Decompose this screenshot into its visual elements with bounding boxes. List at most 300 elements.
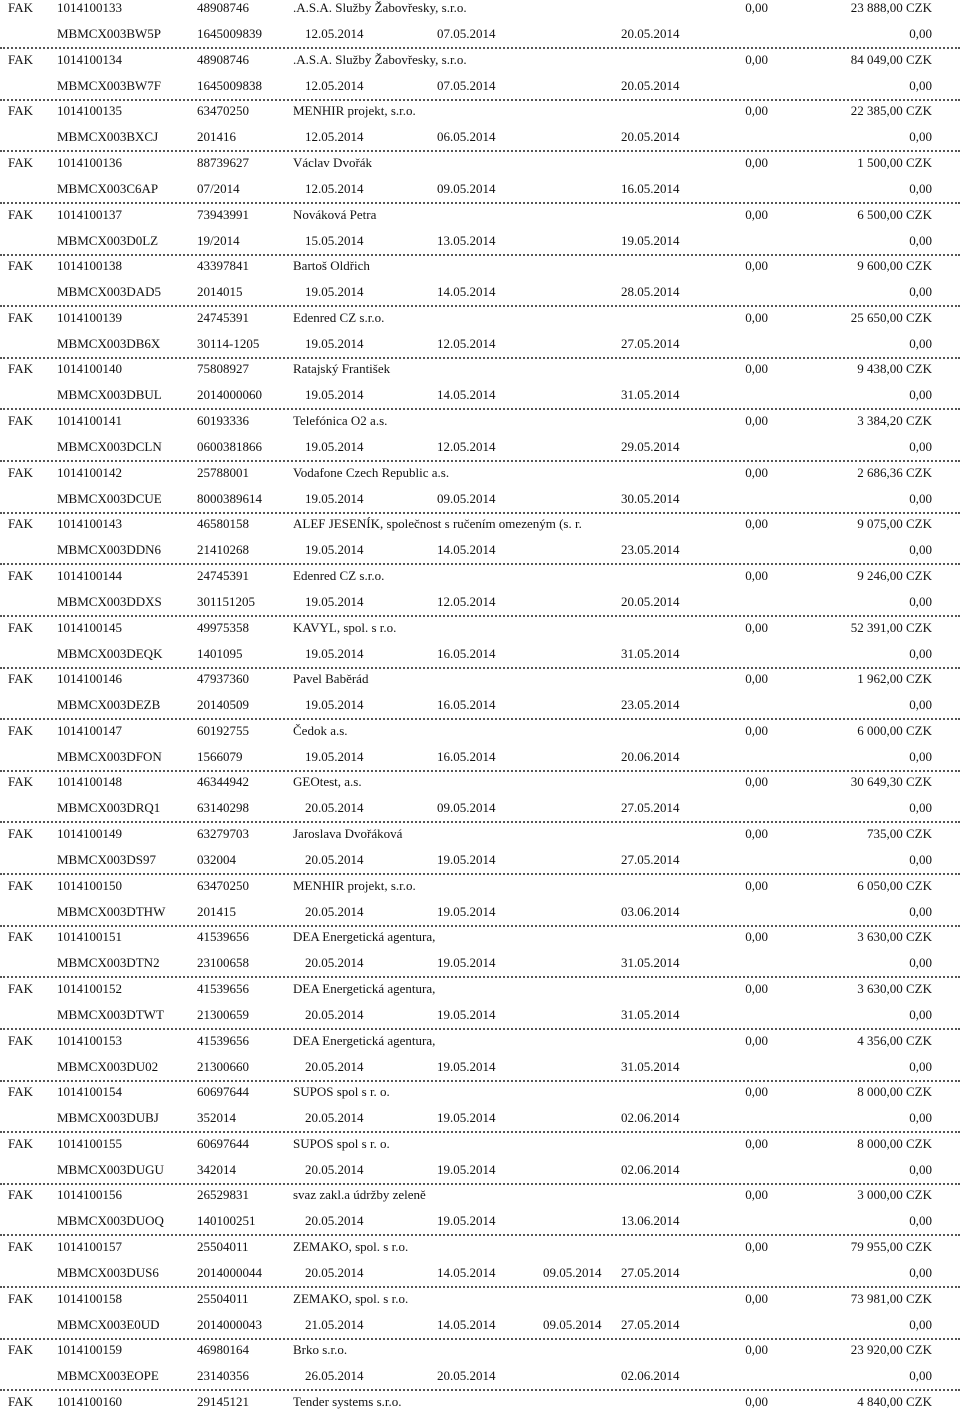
company-id: 24745391 — [197, 567, 249, 583]
document-number: 342014 — [197, 1161, 236, 1177]
invoice-amount: 3 630,00 CZK — [857, 980, 932, 996]
invoice-number: 1014100153 — [57, 1032, 122, 1048]
supplier-name: Edenred CZ s.r.o. — [293, 309, 385, 325]
received-date: 12.05.2014 — [305, 77, 364, 93]
issue-date: 14.05.2014 — [437, 542, 496, 558]
due-date: 20.05.2014 — [621, 77, 680, 93]
paid-amount: 0,00 — [745, 1239, 768, 1255]
due-date: 28.05.2014 — [621, 284, 680, 300]
invoice-number: 1014100141 — [57, 413, 122, 429]
doc-type: FAK — [8, 1342, 34, 1358]
paid-amount: 0,00 — [745, 1394, 768, 1409]
remaining-amount: 0,00 — [909, 1265, 932, 1281]
invoice-number: 1014100145 — [57, 619, 122, 635]
record-code: MBMCX003DFON — [57, 748, 162, 764]
row-separator — [0, 254, 960, 256]
supplier-name: MENHIR projekt, s.r.o. — [293, 103, 416, 119]
record-code: MBMCX003DUOQ — [57, 1213, 164, 1229]
row-separator — [0, 1234, 960, 1236]
invoice-amount: 52 391,00 CZK — [850, 619, 932, 635]
record-code: MBMCX003DDN6 — [57, 542, 162, 558]
invoice-amount: 6 000,00 CZK — [857, 722, 932, 738]
issue-date: 19.05.2014 — [437, 1161, 496, 1177]
invoice-number: 1014100147 — [57, 722, 122, 738]
doc-type: FAK — [8, 619, 34, 635]
document-number: 21300660 — [197, 1058, 249, 1074]
document-number: 0600381866 — [197, 439, 262, 455]
record-code: MBMCX003D0LZ — [57, 232, 159, 248]
record-code: MBMCX003DRQ1 — [57, 800, 161, 816]
received-date: 19.05.2014 — [305, 284, 364, 300]
received-date: 26.05.2014 — [305, 1368, 364, 1384]
document-number: 1566079 — [197, 748, 243, 764]
remaining-amount: 0,00 — [909, 1110, 932, 1126]
paid-amount: 0,00 — [745, 1342, 768, 1358]
supplier-name: KAVYL, spol. s r.o. — [293, 619, 397, 635]
row-separator — [0, 357, 960, 359]
document-number: 2014000043 — [197, 1316, 262, 1332]
remaining-amount: 0,00 — [909, 180, 932, 196]
paid-amount: 0,00 — [745, 1084, 768, 1100]
record-code: MBMCX003BW7F — [57, 77, 162, 93]
due-date: 16.05.2014 — [621, 180, 680, 196]
invoice-amount: 23 888,00 CZK — [850, 0, 932, 15]
paid-amount: 0,00 — [745, 619, 768, 635]
row-separator — [0, 821, 960, 823]
doc-type: FAK — [8, 258, 34, 274]
supplier-name: Brko s.r.o. — [293, 1342, 348, 1358]
doc-type: FAK — [8, 1135, 34, 1151]
doc-type: FAK — [8, 309, 34, 325]
received-date: 19.05.2014 — [305, 748, 364, 764]
company-id: 60192755 — [197, 722, 249, 738]
doc-type: FAK — [8, 1290, 34, 1306]
due-date: 27.05.2014 — [621, 800, 680, 816]
due-date: 02.06.2014 — [621, 1368, 680, 1384]
received-date: 19.05.2014 — [305, 697, 364, 713]
record-code: MBMCX003DB6X — [57, 335, 161, 351]
document-number: 2014000044 — [197, 1265, 262, 1281]
invoice-amount: 84 049,00 CZK — [850, 51, 932, 67]
due-date: 31.05.2014 — [621, 1006, 680, 1022]
received-date: 20.05.2014 — [305, 1161, 364, 1177]
supplier-name: DEA Energetická agentura, — [293, 980, 436, 996]
company-id: 48908746 — [197, 51, 249, 67]
supplier-name: GEOtest, a.s. — [293, 774, 362, 790]
remaining-amount: 0,00 — [909, 697, 932, 713]
row-separator — [0, 512, 960, 514]
invoice-amount: 1 500,00 CZK — [857, 154, 932, 170]
doc-type: FAK — [8, 206, 34, 222]
doc-type: FAK — [8, 722, 34, 738]
due-date: 20.06.2014 — [621, 748, 680, 764]
doc-type: FAK — [8, 1187, 34, 1203]
invoice-amount: 4 840,00 CZK — [857, 1394, 932, 1409]
due-date: 31.05.2014 — [621, 1058, 680, 1074]
doc-type: FAK — [8, 671, 34, 687]
document-number: 63140298 — [197, 800, 249, 816]
received-date: 20.05.2014 — [305, 955, 364, 971]
issue-date: 07.05.2014 — [437, 77, 496, 93]
supplier-name: Pavel Baběrád — [293, 671, 369, 687]
paid-amount: 0,00 — [745, 774, 768, 790]
paid-amount: 0,00 — [745, 206, 768, 222]
paid-amount: 0,00 — [745, 103, 768, 119]
invoice-number: 1014100156 — [57, 1187, 122, 1203]
invoice-amount: 73 981,00 CZK — [850, 1290, 932, 1306]
invoice-number: 1014100157 — [57, 1239, 122, 1255]
row-separator — [0, 667, 960, 669]
document-number: 032004 — [197, 852, 236, 868]
supplier-name: ZEMAKO, spol. s r.o. — [293, 1290, 409, 1306]
document-number: 21410268 — [197, 542, 249, 558]
document-number: 30114-1205 — [197, 335, 260, 351]
invoice-amount: 79 955,00 CZK — [850, 1239, 932, 1255]
remaining-amount: 0,00 — [909, 955, 932, 971]
record-code: MBMCX003DEZB — [57, 697, 161, 713]
record-code: MBMCX003DBUL — [57, 387, 162, 403]
record-code: MBMCX003DCUE — [57, 490, 162, 506]
doc-type: FAK — [8, 103, 34, 119]
received-date: 19.05.2014 — [305, 542, 364, 558]
remaining-amount: 0,00 — [909, 1058, 932, 1074]
row-separator — [0, 873, 960, 875]
paid-amount: 0,00 — [745, 1290, 768, 1306]
received-date: 19.05.2014 — [305, 490, 364, 506]
record-code: MBMCX003DEQK — [57, 645, 163, 661]
tax-date: 09.05.2014 — [543, 1316, 602, 1332]
company-id: 73943991 — [197, 206, 249, 222]
company-id: 60697644 — [197, 1084, 249, 1100]
paid-amount: 0,00 — [745, 464, 768, 480]
doc-type: FAK — [8, 464, 34, 480]
supplier-name: .A.S.A. Služby Žabovřesky, s.r.o. — [293, 0, 467, 15]
remaining-amount: 0,00 — [909, 77, 932, 93]
invoice-number: 1014100135 — [57, 103, 122, 119]
received-date: 20.05.2014 — [305, 1006, 364, 1022]
supplier-name: svaz zakl.a údržby zeleně — [293, 1187, 426, 1203]
due-date: 03.06.2014 — [621, 903, 680, 919]
invoice-number: 1014100159 — [57, 1342, 122, 1358]
invoice-number: 1014100134 — [57, 51, 122, 67]
due-date: 13.06.2014 — [621, 1213, 680, 1229]
paid-amount: 0,00 — [745, 877, 768, 893]
issue-date: 16.05.2014 — [437, 645, 496, 661]
record-code: MBMCX003C6AP — [57, 180, 159, 196]
paid-amount: 0,00 — [745, 361, 768, 377]
document-number: 1401095 — [197, 645, 243, 661]
issue-date: 12.05.2014 — [437, 593, 496, 609]
company-id: 47937360 — [197, 671, 249, 687]
supplier-name: Nováková Petra — [293, 206, 377, 222]
invoice-number: 1014100142 — [57, 464, 122, 480]
invoice-amount: 2 686,36 CZK — [857, 464, 932, 480]
row-separator — [0, 47, 960, 49]
received-date: 20.05.2014 — [305, 852, 364, 868]
remaining-amount: 0,00 — [909, 284, 932, 300]
received-date: 21.05.2014 — [305, 1316, 364, 1332]
company-id: 41539656 — [197, 1032, 249, 1048]
remaining-amount: 0,00 — [909, 490, 932, 506]
issue-date: 19.05.2014 — [437, 1006, 496, 1022]
doc-type: FAK — [8, 1084, 34, 1100]
document-number: 20140509 — [197, 697, 249, 713]
row-separator — [0, 460, 960, 462]
document-number: 07/2014 — [197, 180, 240, 196]
remaining-amount: 0,00 — [909, 593, 932, 609]
company-id: 24745391 — [197, 309, 249, 325]
doc-type: FAK — [8, 0, 34, 15]
issue-date: 16.05.2014 — [437, 748, 496, 764]
invoice-number: 1014100149 — [57, 826, 122, 842]
record-code: MBMCX003DDXS — [57, 593, 162, 609]
row-separator — [0, 150, 960, 152]
issue-date: 14.05.2014 — [437, 284, 496, 300]
invoice-number: 1014100143 — [57, 516, 122, 532]
invoice-amount: 3 000,00 CZK — [857, 1187, 932, 1203]
due-date: 20.05.2014 — [621, 26, 680, 41]
company-id: 43397841 — [197, 258, 249, 274]
due-date: 20.05.2014 — [621, 593, 680, 609]
doc-type: FAK — [8, 516, 34, 532]
due-date: 23.05.2014 — [621, 542, 680, 558]
received-date: 20.05.2014 — [305, 800, 364, 816]
invoice-amount: 8 000,00 CZK — [857, 1084, 932, 1100]
company-id: 26529831 — [197, 1187, 249, 1203]
remaining-amount: 0,00 — [909, 1006, 932, 1022]
invoice-number: 1014100150 — [57, 877, 122, 893]
received-date: 20.05.2014 — [305, 903, 364, 919]
issue-date: 13.05.2014 — [437, 232, 496, 248]
issue-date: 14.05.2014 — [437, 1265, 496, 1281]
remaining-amount: 0,00 — [909, 542, 932, 558]
remaining-amount: 0,00 — [909, 903, 932, 919]
due-date: 23.05.2014 — [621, 697, 680, 713]
due-date: 19.05.2014 — [621, 232, 680, 248]
due-date: 27.05.2014 — [621, 852, 680, 868]
issue-date: 09.05.2014 — [437, 800, 496, 816]
due-date: 27.05.2014 — [621, 1316, 680, 1332]
row-separator — [0, 1028, 960, 1030]
invoice-number: 1014100139 — [57, 309, 122, 325]
row-separator — [0, 770, 960, 772]
company-id: 63470250 — [197, 877, 249, 893]
document-number: 8000389614 — [197, 490, 262, 506]
record-code: MBMCX003DU02 — [57, 1058, 159, 1074]
remaining-amount: 0,00 — [909, 439, 932, 455]
document-number: 23100658 — [197, 955, 249, 971]
invoice-amount: 3 384,20 CZK — [857, 413, 932, 429]
paid-amount: 0,00 — [745, 516, 768, 532]
issue-date: 09.05.2014 — [437, 490, 496, 506]
company-id: 88739627 — [197, 154, 249, 170]
invoice-number: 1014100133 — [57, 0, 122, 15]
row-separator — [0, 1080, 960, 1082]
issue-date: 19.05.2014 — [437, 955, 496, 971]
document-number: 19/2014 — [197, 232, 240, 248]
received-date: 15.05.2014 — [305, 232, 364, 248]
supplier-name: Čedok a.s. — [293, 722, 348, 738]
record-code: MBMCX003BXCJ — [57, 129, 159, 145]
due-date: 20.05.2014 — [621, 129, 680, 145]
paid-amount: 0,00 — [745, 980, 768, 996]
due-date: 30.05.2014 — [621, 490, 680, 506]
row-separator — [0, 202, 960, 204]
invoice-amount: 1 962,00 CZK — [857, 671, 932, 687]
issue-date: 14.05.2014 — [437, 1316, 496, 1332]
invoice-amount: 9 600,00 CZK — [857, 258, 932, 274]
remaining-amount: 0,00 — [909, 800, 932, 816]
remaining-amount: 0,00 — [909, 1368, 932, 1384]
supplier-name: DEA Energetická agentura, — [293, 1032, 436, 1048]
record-code: MBMCX003DUBJ — [57, 1110, 159, 1126]
due-date: 29.05.2014 — [621, 439, 680, 455]
remaining-amount: 0,00 — [909, 26, 932, 41]
doc-type: FAK — [8, 413, 34, 429]
received-date: 19.05.2014 — [305, 645, 364, 661]
invoice-amount: 9 438,00 CZK — [857, 361, 932, 377]
received-date: 12.05.2014 — [305, 26, 364, 41]
received-date: 12.05.2014 — [305, 180, 364, 196]
record-code: MBMCX003E0UD — [57, 1316, 160, 1332]
remaining-amount: 0,00 — [909, 852, 932, 868]
document-number: 201416 — [197, 129, 236, 145]
record-code: MBMCX003EOPE — [57, 1368, 159, 1384]
due-date: 02.06.2014 — [621, 1110, 680, 1126]
document-number: 2014015 — [197, 284, 243, 300]
invoice-amount: 9 075,00 CZK — [857, 516, 932, 532]
invoice-amount: 23 920,00 CZK — [850, 1342, 932, 1358]
company-id: 41539656 — [197, 980, 249, 996]
row-separator — [0, 99, 960, 101]
supplier-name: DEA Energetická agentura, — [293, 929, 436, 945]
invoice-number: 1014100152 — [57, 980, 122, 996]
received-date: 12.05.2014 — [305, 129, 364, 145]
supplier-name: Edenred CZ s.r.o. — [293, 567, 385, 583]
received-date: 19.05.2014 — [305, 439, 364, 455]
invoice-amount: 9 246,00 CZK — [857, 567, 932, 583]
issue-date: 16.05.2014 — [437, 697, 496, 713]
invoice-amount: 22 385,00 CZK — [850, 103, 932, 119]
issue-date: 19.05.2014 — [437, 1213, 496, 1229]
remaining-amount: 0,00 — [909, 1213, 932, 1229]
record-code: MBMCX003DUGU — [57, 1161, 164, 1177]
paid-amount: 0,00 — [745, 929, 768, 945]
invoice-amount: 25 650,00 CZK — [850, 309, 932, 325]
row-separator — [0, 1286, 960, 1288]
row-separator — [0, 408, 960, 410]
invoice-number: 1014100160 — [57, 1394, 122, 1409]
invoice-number: 1014100158 — [57, 1290, 122, 1306]
paid-amount: 0,00 — [745, 1135, 768, 1151]
company-id: 46980164 — [197, 1342, 249, 1358]
row-separator — [0, 1183, 960, 1185]
issue-date: 06.05.2014 — [437, 129, 496, 145]
document-number: 1645009838 — [197, 77, 262, 93]
supplier-name: Tender systems s.r.o. — [293, 1394, 402, 1409]
row-separator — [0, 925, 960, 927]
document-number: 140100251 — [197, 1213, 256, 1229]
received-date: 20.05.2014 — [305, 1265, 364, 1281]
record-code: MBMCX003DTWT — [57, 1006, 164, 1022]
record-code: MBMCX003BW5P — [57, 26, 162, 41]
remaining-amount: 0,00 — [909, 1161, 932, 1177]
supplier-name: ALEF JESENÍK, společnost s ručením omezeným (s. r. — [293, 516, 582, 532]
received-date: 19.05.2014 — [305, 593, 364, 609]
supplier-name: SUPOS spol s r. o. — [293, 1135, 390, 1151]
invoice-amount: 8 000,00 CZK — [857, 1135, 932, 1151]
document-number: 2014000060 — [197, 387, 262, 403]
supplier-name: .A.S.A. Služby Žabovřesky, s.r.o. — [293, 51, 467, 67]
issue-date: 07.05.2014 — [437, 26, 496, 41]
doc-type: FAK — [8, 1239, 34, 1255]
doc-type: FAK — [8, 361, 34, 377]
row-separator — [0, 976, 960, 978]
remaining-amount: 0,00 — [909, 1316, 932, 1332]
invoice-amount: 735,00 CZK — [867, 826, 932, 842]
issue-date: 12.05.2014 — [437, 439, 496, 455]
document-number: 1645009839 — [197, 26, 262, 41]
paid-amount: 0,00 — [745, 154, 768, 170]
supplier-name: Ratajský František — [293, 361, 391, 377]
doc-type: FAK — [8, 980, 34, 996]
record-code: MBMCX003DAD5 — [57, 284, 162, 300]
company-id: 60193336 — [197, 413, 249, 429]
invoice-number: 1014100144 — [57, 567, 122, 583]
doc-type: FAK — [8, 51, 34, 67]
company-id: 25788001 — [197, 464, 249, 480]
due-date: 31.05.2014 — [621, 645, 680, 661]
row-separator — [0, 615, 960, 617]
due-date: 02.06.2014 — [621, 1161, 680, 1177]
paid-amount: 0,00 — [745, 51, 768, 67]
issue-date: 19.05.2014 — [437, 1058, 496, 1074]
supplier-name: Telefónica O2 a.s. — [293, 413, 388, 429]
document-number: 352014 — [197, 1110, 236, 1126]
invoice-number: 1014100136 — [57, 154, 122, 170]
record-code: MBMCX003DCLN — [57, 439, 162, 455]
invoice-amount: 6 050,00 CZK — [857, 877, 932, 893]
received-date: 20.05.2014 — [305, 1213, 364, 1229]
company-id: 63470250 — [197, 103, 249, 119]
due-date: 27.05.2014 — [621, 1265, 680, 1281]
supplier-name: Vodafone Czech Republic a.s. — [293, 464, 450, 480]
company-id: 60697644 — [197, 1135, 249, 1151]
row-separator — [0, 718, 960, 720]
company-id: 25504011 — [197, 1239, 249, 1255]
company-id: 63279703 — [197, 826, 249, 842]
company-id: 29145121 — [197, 1394, 249, 1409]
record-code: MBMCX003DUS6 — [57, 1265, 159, 1281]
doc-type: FAK — [8, 154, 34, 170]
paid-amount: 0,00 — [745, 258, 768, 274]
remaining-amount: 0,00 — [909, 335, 932, 351]
doc-type: FAK — [8, 1394, 34, 1409]
due-date: 27.05.2014 — [621, 335, 680, 351]
issue-date: 19.05.2014 — [437, 1110, 496, 1126]
remaining-amount: 0,00 — [909, 387, 932, 403]
record-code: MBMCX003DTN2 — [57, 955, 160, 971]
company-id: 25504011 — [197, 1290, 249, 1306]
issue-date: 20.05.2014 — [437, 1368, 496, 1384]
issue-date: 12.05.2014 — [437, 335, 496, 351]
supplier-name: Bartoš Oldřich — [293, 258, 370, 274]
row-separator — [0, 305, 960, 307]
document-number: 301151205 — [197, 593, 256, 609]
supplier-name: SUPOS spol s r. o. — [293, 1084, 390, 1100]
supplier-name: MENHIR projekt, s.r.o. — [293, 877, 416, 893]
remaining-amount: 0,00 — [909, 129, 932, 145]
